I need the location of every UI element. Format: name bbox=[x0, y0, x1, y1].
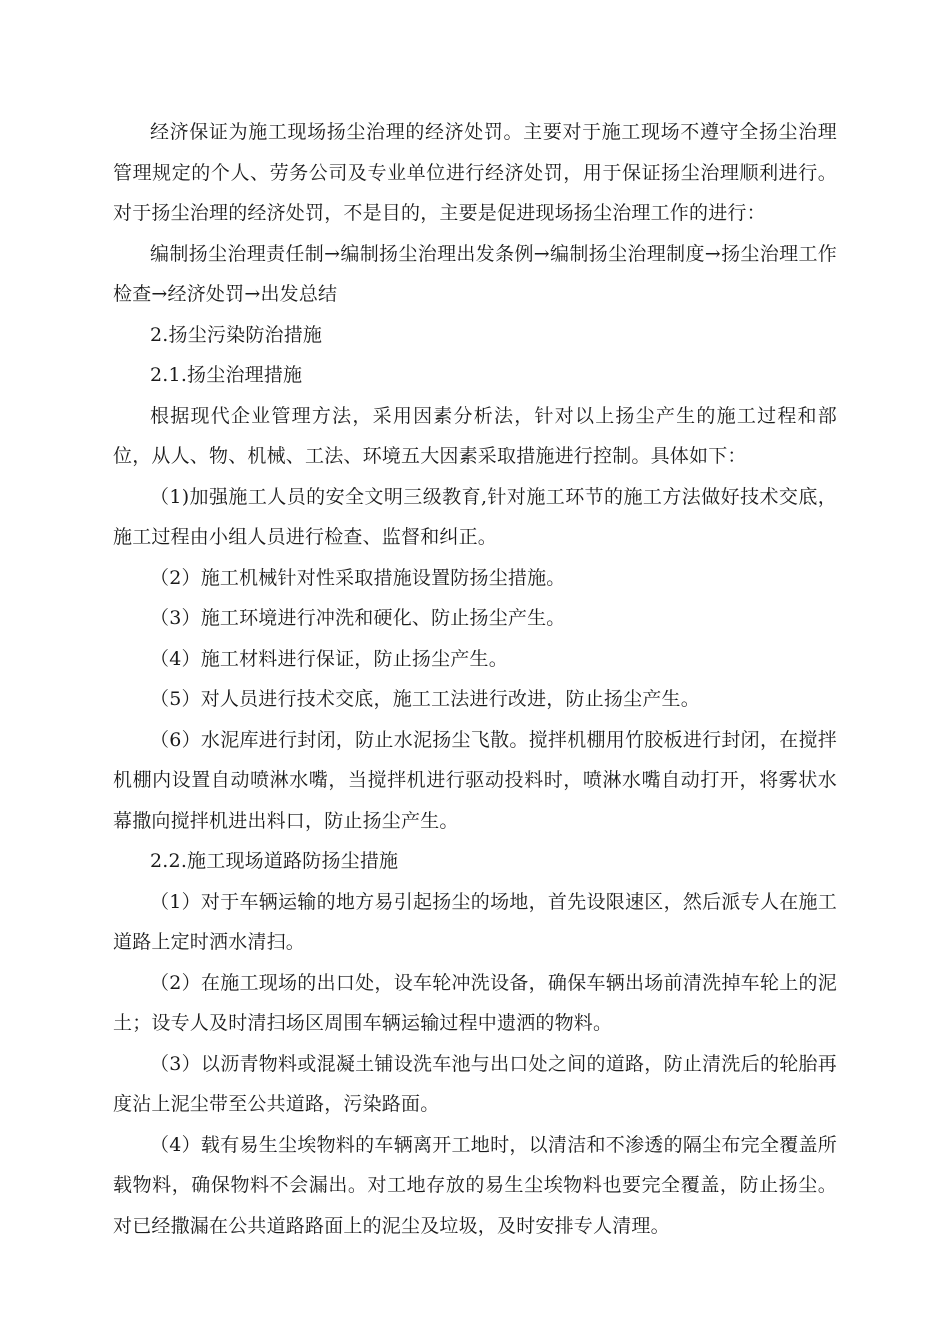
paragraph-process-flow: 编制扬尘治理责任制→编制扬尘治理出发条例→编制扬尘治理制度→扬尘治理工作检查→经济处罚→出发总结 bbox=[113, 242, 837, 305]
road-measure-4: （4）载有易生尘埃物料的车辆离开工地时，以清洁和不渗透的隔尘布完全覆盖所载物料，确保物料不会漏出。对工地存放的易生尘埃物料也要完全覆盖，防止扬尘。对已经撒漏在公共道路路面上的泥尘及垃圾，及时安排专人清理。 bbox=[113, 1133, 837, 1237]
list-item-5: （5）对人员进行技术交底，施工工法进行改进，防止扬尘产生。 bbox=[150, 688, 700, 710]
section-heading-2-1: 2.1.扬尘治理措施 bbox=[150, 364, 303, 386]
list-item-2: （2）施工机械针对性采取措施设置防扬尘措施。 bbox=[150, 566, 566, 589]
road-measure-1: （1）对于车辆运输的地方易引起扬尘的场地，首先设限速区，然后派专人在施工道路上定时洒水清扫。 bbox=[113, 890, 837, 953]
list-item-4: （4）施工材料进行保证，防止扬尘产生。 bbox=[150, 647, 508, 670]
list-item-6: （6）水泥库进行封闭，防止水泥扬尘飞散。搅拌机棚用竹胶板进行封闭，在搅拌机棚内设置自动喷淋水嘴，当搅拌机进行驱动投料时，喷淋水嘴自动打开，将雾状水幕撒向搅拌机进出料口，防止扬尘产生。 bbox=[113, 728, 837, 832]
road-measure-3: （3）以沥青物料或混凝土铺设洗车池与出口处之间的道路，防止清洗后的轮胎再度沾上泥尘带至公共道路，污染路面。 bbox=[113, 1052, 837, 1115]
section-heading-2: 2.扬尘污染防治措施 bbox=[150, 323, 323, 346]
list-item-1: （1)加强施工人员的安全文明三级教育,针对施工环节的施工方法做好技术交底，施工过程由小组人员进行检查、监督和纠正。 bbox=[113, 485, 837, 548]
list-item-3: （3）施工环境进行冲洗和硬化、防止扬尘产生。 bbox=[150, 607, 566, 629]
document-page bbox=[113, 112, 837, 1246]
paragraph-factor-analysis: 根据现代企业管理方法，采用因素分析法，针对以上扬尘产生的施工过程和部位，从人、物、机械、工法、环境五大因素采取措施进行控制。具体如下： bbox=[113, 404, 837, 467]
section-heading-2-2: 2.2.施工现场道路防扬尘措施 bbox=[150, 850, 399, 872]
paragraph-economic-penalty: 经济保证为施工现场扬尘治理的经济处罚。主要对于施工现场不遵守全扬尘治理管理规定的个人、劳务公司及专业单位进行经济处罚，用于保证扬尘治理顺利进行。对于扬尘治理的经济处罚，不是目的，主要是促进现场扬尘治理工作的进行： bbox=[113, 121, 837, 224]
road-measure-2: （2）在施工现场的出口处，设车轮冲洗设备，确保车辆出场前清洗掉车轮上的泥土；设专人及时清扫场区周围车辆运输过程中遗洒的物料。 bbox=[113, 971, 837, 1034]
